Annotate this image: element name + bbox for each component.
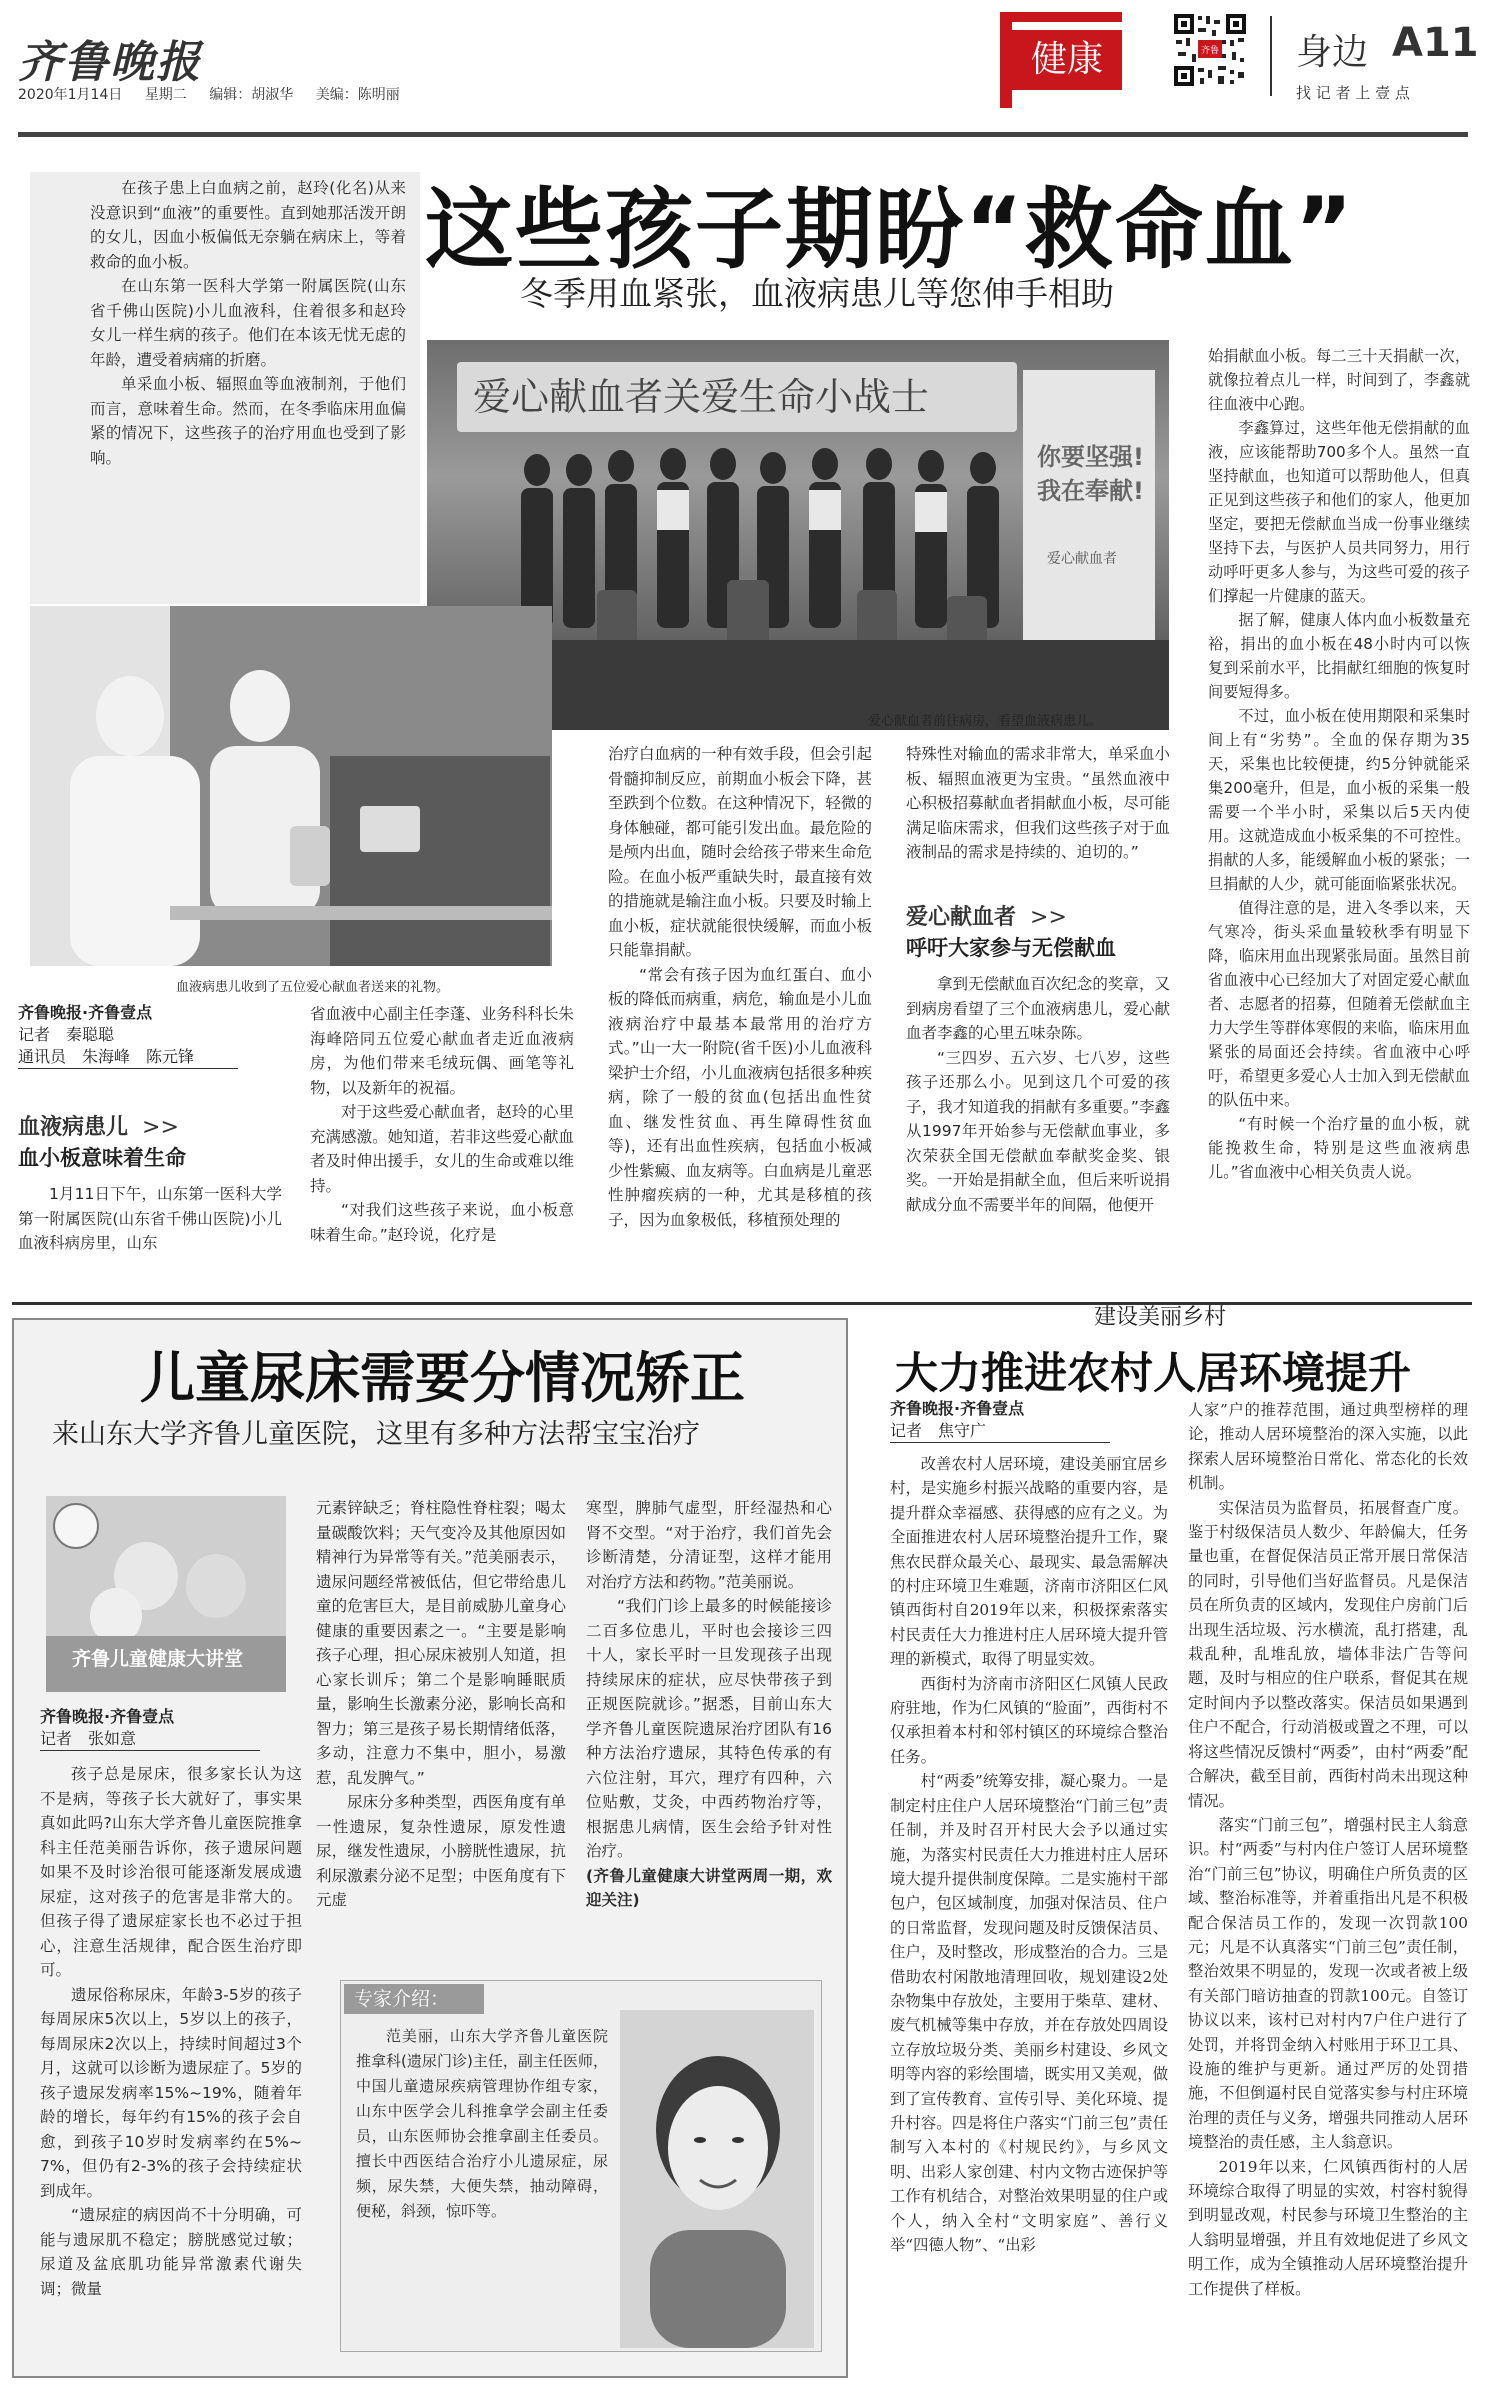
section-name: 健康 [1012, 30, 1122, 90]
story1-col-c-p2: “常会有孩子因为血红蛋白、血小板的降低而病重，病危，输血是小儿血液病治疗中最基本最常用的治疗方式。”山一大一附院(省千医)小儿血液科梁护士介绍，小儿血液病包括很多种疾病，除了一般的贫血(包括出血性贫血、继发性贫血、再生障碍性贫血等)，还有出血性疾病，包括血小板减少性紫癜、血友病等。白血病是儿童恶性肿瘤疾病的一种，尤其是移植的孩子，因为血象极低，移植预处理的 [608, 965, 872, 1229]
story3-col-a [890, 1452, 1168, 2257]
photo-banner-text: 爱心献血者关爱生命小战士 [473, 375, 930, 419]
story1-photo-ward [30, 606, 552, 966]
story1-subheadline: 冬季用血紧张，血液病患儿等您伸手相助 [520, 274, 1114, 313]
story2-byline [40, 1706, 280, 1751]
story2-photo-kids [46, 1496, 286, 1692]
story1-col-e [1208, 344, 1470, 1184]
issue-date: 2020年1月14日 [18, 87, 123, 103]
issue-weekday: 星期二 [144, 87, 187, 103]
expert-text [356, 2024, 608, 2224]
story1-col-b-p1: 省血液中心副主任李蓬、业务科科长朱海峰陪同五位爱心献血者走近血液病房，为他们带来毛绒玩偶、画笔等礼物，以及新年的祝福。 [310, 1005, 574, 1097]
story2-col-b [316, 1496, 566, 1913]
photo-sign-3: 爱心献血者 [1047, 551, 1117, 567]
story2-col-c-p1: 寒型，脾肺气虚型，肝经湿热和心肾不交型。“对于治疗，我们首先会诊断清楚，分清证型，这样才能用对治疗方法和药物。”范美丽说。 [586, 1499, 832, 1591]
designer-credit: 美编：陈明丽 [315, 87, 400, 103]
page-name: 身边 [1296, 32, 1369, 73]
story1-col-d2 [906, 972, 1170, 1217]
qr-label: 齐鲁 [1200, 46, 1220, 56]
story1-byline-reporter: 记者 秦聪聪 [18, 1025, 115, 1044]
story1-kicker-b-text: 爱心献血者 [906, 905, 1017, 930]
story3-col-b-p2: 实保洁员为监督员，拓展督查广度。鉴于村级保洁员人数少、年龄偏大，任务量也重，在督促保洁员正常开展日常保洁的同时，引导他们当好监督员。凡是保洁员在所负责的区域内，发现住户房前门后出现生活垃圾、污水横流，乱打搭建，乱栽乱种，乱堆乱放，墙体非法广告等问题，及时与相应的住户联系，督促其在规定时间内予以整改落实。保洁员如果遇到住户不配合，行动消极或置之不理，可以将这些情况反馈村“两委”，由村“两委”配合解决，截至目前，西街村尚未出现这种情况。 [1188, 1498, 1468, 1810]
story2-col-b-p2: 尿床分多种类型，西医角度有单一性遗尿，复杂性遗尿，原发性遗尿，继发性遗尿，小膀胱性遗尿，抗利尿激素分泌不足型；中医角度有下元虚 [316, 1793, 566, 1909]
story1-lead [90, 176, 406, 470]
story2-col-b-p1: 元素锌缺乏；脊柱隐性脊柱裂；喝太量碳酸饮料；天气变冷及其他原因如精神行为异常等有关。”范美丽表示，遗尿问题经常被低估，但它带给患儿童的危害巨大，是目前威胁儿童身心健康的重要因素之一。“主要是影响孩子心理，担心尿床被别人知道，担心家长训斥；第二个是影响睡眠质量，影响生长激素分泌，影响长高和智力；第三是孩子易长期情绪低落，多动，注意力不集中，胆小，易激惹，乱发脾气。” [316, 1499, 566, 1787]
section-divider [12, 1302, 1472, 1305]
newspaper-logo: 齐鲁晚报 [18, 37, 202, 88]
story1-col-e-p3: 据了解，健康人体内血小板数量充裕，捐出的血小板在48小时内可以恢复到采前水平，比捐献红细胞的恢复时间要短得多。 [1208, 611, 1470, 701]
photo-sign-2: 我在奉献! [1037, 477, 1144, 505]
story1-col-d-p1: 特殊性对输血的需求非常大，单采血小板、辐照血液更为宝贵。“虽然血液中心积极招募献血者捐献血小板，尽可能满足临床需求，但我们这些孩子对于血液制品的需求是持续的、迫切的。” [906, 745, 1170, 861]
story1-col-b-p3: “对我们这些孩子来说，血小板意味着生命。”赵玲说，化疗是 [310, 1201, 574, 1244]
editor-credit: 编辑：胡淑华 [209, 87, 294, 103]
masthead-divider [1270, 16, 1272, 96]
expert-portrait [620, 2010, 814, 2348]
story1-col-b-p2: 对于这些爱心献血者，赵玲的心里充满感激。她知道，若非这些爱心献血者及时伸出援手，女儿的生命或难以维持。 [310, 1103, 574, 1195]
story1-kicker-b: 爱心献血者 >> [906, 905, 1067, 930]
story1-col-e-p2: 李鑫算过，这些年他无偿捐献的血液，应该能帮助700多个人。虽然一直坚持献血，也知道可以帮助他人，但真正见到这些孩子和他们的家人，他更加坚定，要把无偿献血当成一份事业继续坚持下去，与医护人员共同努力，用行动呼吁更多人参与，为这些可爱的孩子们撑起一片健康的蓝天。 [1208, 419, 1470, 605]
story1-subhead-b: 呼吁大家参与无偿献血 [906, 936, 1116, 960]
story1-col-e-p6: “有时候一个治疗量的血小板，就能挽救生命，特别是这些血液病患儿。”省血液中心相关负责人说。 [1208, 1115, 1470, 1181]
kids-photo-label: 齐鲁儿童健康大讲堂 [72, 1648, 244, 1670]
dateline [18, 84, 418, 104]
story2-byline-reporter: 记者 张如意 [40, 1728, 260, 1751]
story2-byline-outlet: 齐鲁晚报·齐鲁壹点 [40, 1707, 175, 1726]
story1-photo1-caption: 爱心献血者前往病房，看望血液病患儿。 [868, 714, 1103, 729]
expert-photo [620, 2010, 814, 2348]
story3-col-b-p4: 2019年以来，仁风镇西街村的人居环境综合取得了明显的实效，村容村貌得到明显改观，村民参与环境卫生整治的主人翁明显增强，并且有效地促进了乡风文明工作，成为全镇推动人居环境整治提升工作提供了样板。 [1188, 2157, 1468, 2298]
story2-col-a [40, 1762, 302, 2301]
masthead-rule [18, 132, 1468, 137]
story1-byline-correspondent: 通讯员 朱海峰 陈元锋 [18, 1046, 238, 1069]
story2-col-c-note: (齐鲁儿童健康大讲堂两周一期，欢迎关注) [586, 1866, 832, 1909]
photo-sign-1: 你要坚强! [1037, 443, 1144, 471]
story1-col-d [906, 742, 1170, 865]
story1-lead-p2: 在山东第一医科大学第一附属医院(山东省千佛山医院)小儿血液科，住着很多和赵玲女儿一样生病的孩子。他们在本该无忧无虑的年龄，遭受着病痛的折磨。 [90, 277, 406, 369]
page-number: A11 [1392, 20, 1479, 66]
story3-col-b [1188, 1398, 1468, 2301]
story2-col-a-p2: 遗尿俗称尿床，年龄3-5岁的孩子每周尿床5次以上，5岁以上的孩子，每周尿床2次以上，持续时间超过3个月，这就可以诊断为遗尿症了。5岁的孩子遗尿发病率15%~19%，随着年龄的增长，每年约有15%的孩子会自愈，到孩子10岁时发病率约在5%~7%，但仍有2-3%的孩子会持续症状到成年。 [40, 1985, 302, 2200]
story1-col-d2-p1: 拿到无偿献血百次纪念的奖章，又到病房看望了三个血液病患儿，爱心献血者李鑫的心里五味杂陈。 [906, 975, 1170, 1042]
story1-lead-p3: 单采血小板、辐照血等血液制剂，于他们而言，意味着生命。然而，在冬季临床用血偏紧的情况下，这些孩子的治疗用血也受到了影响。 [90, 375, 406, 467]
story1-byline-outlet: 齐鲁晚报·齐鲁壹点 [18, 1003, 153, 1022]
story3-col-a-p1: 改善农村人居环境，建设美丽宜居乡村，是实施乡村振兴战略的重要内容，是提升群众幸福感、获得感的应有之义。为全面推进农村人居环境整治提升工作，聚焦农民群众最关心、最现实、最急需解决的村庄环境卫生难题，济南市济阳区仁风镇西街村自2019年以来，积极探索落实村民责任大力推进村庄人居环境大提升管理的新模式，取得了明显实效。 [890, 1455, 1168, 1669]
story1-col-e-p4: 不过，血小板在使用期限和采集时间上有“劣势”。全血的保存期为35天，采集也比较便捷，约5分钟就能采集200毫升，但是，血小板的采集一般需要一个半小时，采集以后5天内使用。这就造成血小板采集的不可控性。捐献的人多，能缓解血小板的紧张；一旦捐献的人少，就可能面临紧张状况。 [1208, 707, 1470, 893]
expert-label: 专家介绍： [344, 1984, 484, 2014]
story1-col-c-p1: 治疗白血病的一种有效手段，但会引起骨髓抑制反应，前期血小板会下降，甚至跌到个位数。在这种情况下，轻微的身体触碰，都可能引发出血。最危险的是颅内出血，随时会给孩子带来生命危险。在血小板严重缺失时，最直接有效的措施就是输注血小板。只要及时输上血小板，症状就能很快缓解，而血小板只能靠捐献。 [608, 745, 872, 959]
story3-byline-reporter: 记者 焦守广 [890, 1420, 1110, 1443]
story3-kicker: 建设美丽乡村 [1094, 1305, 1227, 1330]
story1-col-a-p1: 1月11日下午，山东第一医科大学第一附属医院(山东省千佛山医院)小儿血液科病房里，山东 [18, 1185, 282, 1252]
story3-col-a-p3: 村“两委”统筹安排，凝心聚力。一是制定村庄住户人居环境整治“门前三包”责任制，并及时召开村民大会予以通过实施，为落实村民责任大力推进村庄人居环境大提升提供制度保障。二是实施村干部包户，包区域制度，加强对保洁员、住户的日常监督，发现问题及时反馈保洁员、住户，及时整改，形成整治的合力。三是借助农村闲散地清理回收，规划建设2处杂物集中存放处，主要用于柴草、建材、废气机械等集中存放，并在存放处四周设立存放垃圾分类、美丽乡村建设、乡风文明等内容的彩绘围墙，既实用又美观，做到了宣传教育、宣传引导、美化环境、提升村容。四是将住户落实“门前三包”责任制写入本村的《村规民约》，与乡风文明、出彩人家创建、村内文物古迹保护等工作有机结合，对整治效果明显的住户或个人，纳入全村“文明家庭”、善行义举“四德人物”、“出彩 [890, 1772, 1168, 2254]
story1-col-a [18, 1182, 282, 1256]
story2-col-a-p1: 孩子总是尿床，很多家长认为这不是病，等孩子长大就好了，事实果真如此吗?山东大学齐鲁儿童医院推拿科主任范美丽告诉你，孩子遗尿问题如果不及时诊治很可能逐渐发展成遗尿症，这对孩子的危害是非常大的。但孩子得了遗尿症家长也不必过于担心，注意生活规律，配合医生治疗即可。 [40, 1765, 302, 1979]
story2-col-c [586, 1496, 832, 1913]
story1-subhead-a: 血小板意味着生命 [18, 1146, 186, 1170]
story3-byline-outlet: 齐鲁晚报·齐鲁壹点 [890, 1399, 1025, 1418]
story1-byline [18, 1002, 258, 1069]
expert-text-p1: 范美丽，山东大学齐鲁儿童医院推拿科(遗尿门诊)主任，副主任医师，中国儿童遗尿疾病管理协作组专家，山东中医学会儿科推拿学会副主任委员，山东医师协会推拿副主任委员。擅长中西医结合治疗小儿遗尿症，尿频，尿失禁，大便失禁，抽动障碍，便秘，斜颈，惊吓等。 [356, 2027, 608, 2220]
story1-kicker-a-text: 血液病患儿 [18, 1115, 129, 1140]
story2-headline: 儿童尿床需要分情况矫正 [140, 1346, 746, 1410]
story3-headline: 大力推进农村人居环境提升 [895, 1349, 1411, 1399]
story1-headline: 这些孩子期盼“救命血” [425, 178, 1355, 281]
story1-lead-p1: 在孩子患上白血病之前，赵玲(化名)从来没意识到“血液”的重要性。直到她那活泼开朗的女儿，因血小板偏低无奈躺在病床上，等着救命的血小板。 [90, 179, 406, 271]
story1-col-e-p5: 值得注意的是，进入冬季以来，天气寒冷，街头采血量较秋季有明显下降，临床用血出现紧张局面。虽然目前省血液中心已经加大了对固定爱心献血者、志愿者的招募，但随着无偿献血主力大学生等群体寒假的来临，临床用血紧张的局面还会持续。省血液中心呼吁，希望更多爱心人士加入到无偿献血的队伍中来。 [1208, 899, 1470, 1109]
story3-col-b-p3: 落实“门前三包”，增强村民主人翁意识。村“两委”与村内住户签订人居环境整治“门前三包”协议，明确住户所负责的区域、整治标准等，并着重指出凡是不积极配合保洁员工作的，发现一次罚款100元；凡是不认真落实“门前三包”责任制，整治效果不明显的，发现一次或者被上级有关部门暗访抽查的罚款100元。自签订协议以来，该村已对村内7户住户进行了处罚，并将罚金纳入村账用于环卫工具、设施的维护与更新。通过严厉的处罚措施，不但倒逼村民自觉落实参与村庄环境治理的责任与义务，增强共同推动人居环境整治的责任感，主人翁意识。 [1188, 1815, 1468, 2152]
story2-subheadline: 来山东大学齐鲁儿童医院，这里有多种方法帮宝宝治疗 [52, 1419, 700, 1450]
story1-col-c [608, 742, 872, 1232]
section-tag [1000, 12, 1122, 108]
photo-ward-scene [30, 606, 552, 966]
story2-col-c-p2: “我们门诊上最多的时候能接诊二百多位患儿，平时也会接诊三四十人，家长平时一旦发现孩子出现持续尿床的症状，应尽快带孩子到正规医院就诊。”据悉，目前山东大学齐鲁儿童医院遗尿治疗团队有16种方法治疗遗尿，其特色传承的有六位注射，耳穴，理疗有四种，六位贴敷，艾灸，中西药物治疗等，根据患儿病情，医生会给予针对性治疗。 [586, 1597, 832, 1860]
story1-kicker-a: 血液病患儿 >> [18, 1115, 179, 1140]
story3-byline [890, 1398, 1130, 1443]
story3-col-b-p1: 人家”户的推荐范围，通过典型榜样的理论，推动人居环境整治的深入实施，以此探索人居环境整治日常化、常态化的长效机制。 [1188, 1401, 1468, 1493]
story3-col-a-p2: 西街村为济南市济阳区仁风镇人民政府驻地，作为仁风镇的“脸面”，西街村不仅承担着本村和邻村镇区的环境综合整治任务。 [890, 1674, 1168, 1766]
story1-col-b [310, 1002, 574, 1247]
story1-photo2-caption: 血液病患儿收到了五位爱心献血者送来的礼物。 [176, 980, 450, 995]
story1-col-e-p1: 始捐献血小板。每二三十天捐献一次，就像拉着点儿一样，时间到了，李鑫就往血液中心跑。 [1208, 347, 1470, 413]
qr-code-icon[interactable] [1172, 12, 1248, 88]
story2-col-a-p3: “遗尿症的病因尚不十分明确，可能与遗尿肌不稳定；膀胱感觉过敏；尿道及盆底肌功能异常激素代谢失调；微量 [40, 2206, 302, 2298]
story1-col-d2-p2: “三四岁、五六岁、七八岁，这些孩子还那么小。见到这几个可爱的孩子，我才知道我的捐献有多重要。”李鑫从1997年开始参与无偿献血事业，多次荣获全国无偿献血奉献奖金奖、银奖。一开始是捐献全血，但后来听说捐献成分血不需要半年的间隔，他便开 [906, 1048, 1170, 1214]
masthead [0, 0, 1487, 130]
page-reporters: 找 记 者 上 壹 点 [1296, 84, 1410, 102]
